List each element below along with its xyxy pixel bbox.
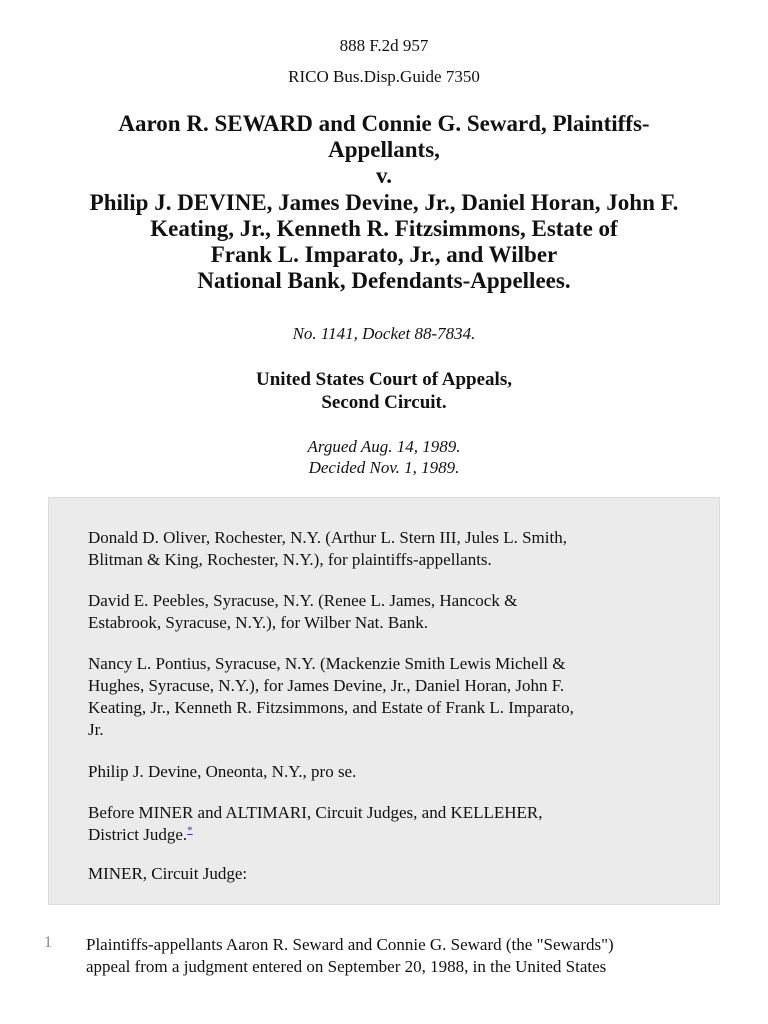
counsel-line: Jr. <box>88 720 104 739</box>
case-title-line: Appellants, <box>328 137 440 163</box>
opinion-paragraph <box>86 934 726 978</box>
counsel-box <box>48 497 720 905</box>
panel-line2-text: District Judge. <box>88 825 188 844</box>
counsel-pro-se: Philip J. Devine, Oneonta, N.Y., pro se. <box>88 762 357 781</box>
counsel-line: Nancy L. Pontius, Syracuse, N.Y. (Mackenzie Smith Lewis Michell & <box>88 654 566 673</box>
court-name-line2: Second Circuit. <box>321 392 447 413</box>
counsel-line: Donald D. Oliver, Rochester, N.Y. (Arthur L. Stern III, Jules L. Smith, <box>88 528 567 547</box>
panel-judges <box>88 802 688 846</box>
counsel-bank <box>88 590 688 634</box>
counsel-line: Estabrook, Syracuse, N.Y.), for Wilber Nat. Bank. <box>88 613 429 632</box>
counsel-line: Blitman & King, Rochester, N.Y.), for plaintiffs-appellants. <box>88 550 492 569</box>
case-title-line: Keating, Jr., Kenneth R. Fitzsimmons, Estate of <box>150 215 618 241</box>
argued-date: Argued Aug. 14, 1989. <box>307 437 461 456</box>
case-title <box>40 111 728 294</box>
opinion-line: Plaintiffs-appellants Aaron R. Seward and Connie G. Seward (the "Sewards") <box>86 935 614 954</box>
case-title-line: Aaron R. SEWARD and Connie G. Seward, Plaintiffs- <box>118 111 650 136</box>
counsel-line: Keating, Jr., Kenneth R. Fitzsimmons, and Estate of Frank L. Imparato, <box>88 698 574 717</box>
counsel-line: David E. Peebles, Syracuse, N.Y. (Renee L. James, Hancock & <box>88 591 518 610</box>
court-name-line1: United States Court of Appeals, <box>256 369 512 390</box>
panel-line1: Before MINER and ALTIMARI, Circuit Judges, and KELLEHER, <box>88 803 543 822</box>
reporter-citation: 888 F.2d 957 <box>339 36 429 55</box>
counsel-individuals <box>88 653 688 741</box>
case-title-line: v. <box>376 163 392 189</box>
guide-citation: RICO Bus.Disp.Guide 7350 <box>288 67 480 86</box>
court-name <box>0 368 768 414</box>
docket-number: No. 1141, Docket 88-7834. <box>292 324 476 343</box>
case-title-line: Philip J. DEVINE, James Devine, Jr., Daniel Horan, John F. <box>89 189 679 215</box>
counsel-plaintiffs <box>88 527 688 571</box>
footnote-link[interactable]: * <box>187 824 193 837</box>
counsel-line: Hughes, Syracuse, N.Y.), for James Devine, Jr., Daniel Horan, John F. <box>88 676 565 695</box>
case-title-line: National Bank, Defendants-Appellees. <box>197 268 571 294</box>
case-dates <box>0 436 768 478</box>
opinion-line: appeal from a judgment entered on September 20, 1988, in the United States <box>86 957 607 976</box>
opinion-author: MINER, Circuit Judge: <box>88 864 248 883</box>
panel-line2 <box>88 824 688 846</box>
case-title-line: Frank L. Imparato, Jr., and Wilber <box>210 242 558 268</box>
decided-date: Decided Nov. 1, 1989. <box>308 458 460 477</box>
paragraph-number: 1 <box>44 934 52 951</box>
